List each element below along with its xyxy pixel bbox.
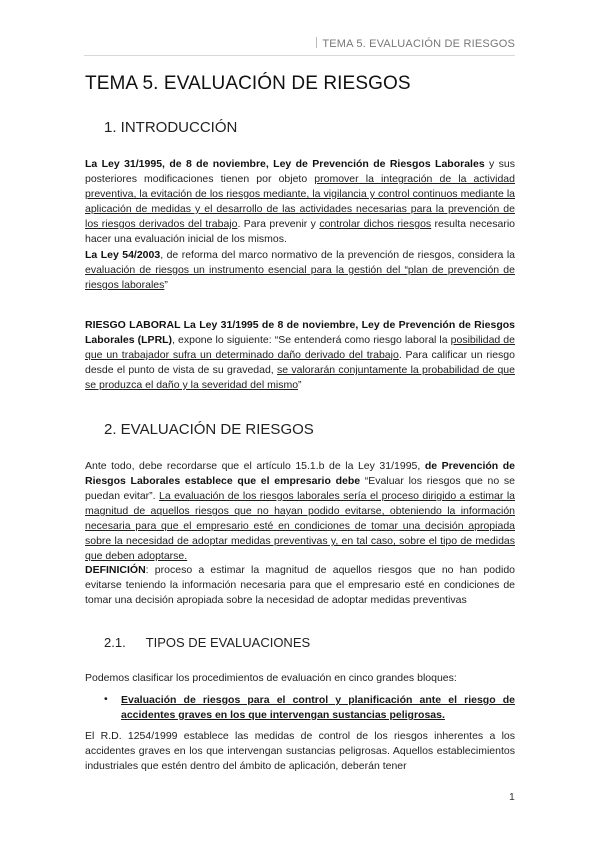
paragraph-underlined: se valorarán conjuntamente la probabilidad de que se produzca el daño y la severidad del mismo: [85, 364, 515, 391]
paragraph-underlined: evaluación de riesgos un instrumento esencial para la gestión del “plan de prevención de riesgos laborales: [85, 264, 515, 291]
paragraph-text: y sus posteriores modificaciones tienen por objeto: [85, 158, 515, 185]
paragraph-text: . Para calificar un riesgo desde el punto de vista de su gravedad,: [85, 349, 515, 376]
paragraph-bold: de Prevención de Riesgos Laborales establece que el empresario debe: [85, 460, 515, 487]
subsection-number: 2.1.: [104, 635, 126, 650]
subsection-heading-tipos: [104, 635, 310, 650]
paragraph-definicion: [85, 563, 515, 608]
header-rule: [84, 55, 515, 56]
header-separator: [316, 37, 317, 48]
section-heading-evaluacion: 2. EVALUACIÓN DE RIESGOS: [104, 421, 314, 438]
subsection-title: TIPOS DE EVALUACIONES: [145, 635, 311, 650]
paragraph-text: “Evaluar los riesgos que no se puedan evitar”.: [85, 475, 515, 502]
paragraph-articulo-15: [85, 459, 515, 564]
paragraph-underlined: promover la integración de la actividad preventiva, la evitación de los riesgos mediante, la vigilancia y control continuos mediante la aplicación de medidas y el desarrollo de las actividades necesarias para la prevención de los riesgos derivados del trabajo: [85, 173, 515, 230]
section-heading-introduccion: 1. INTRODUCCIÓN: [104, 119, 238, 136]
paragraph-ley-31-1995: [85, 157, 515, 247]
paragraph-text: resulta necesario hacer una evaluación inicial de los mismos.: [85, 218, 515, 245]
paragraph-underlined: La evaluación de los riesgos laborales sería el proceso dirigido a estimar la magnitud de aquellos riesgos que no hayan podido evitarse, obteniendo la información necesaria para que el empresario esté en condiciones de tomar una decisión apropiada sobre la necesidad de adoptar medidas preventivas y, en tal caso, sobre el tipo de medidas que deben adoptarse.: [85, 490, 515, 562]
paragraph-underlined: posibilidad de que un trabajador sufra un determinado daño derivado del trabajo: [85, 334, 515, 361]
paragraph-text: ”: [298, 379, 302, 391]
bullet-item-accidentes-graves: Evaluación de riesgos para el control y planificación ante el riesgo de accidentes graves en los que intervengan sustancias peligrosas.: [121, 694, 515, 721]
paragraph-riesgo-laboral: [85, 318, 515, 393]
paragraph-text: : proceso a estimar la magnitud de aquellos riesgos que no han podido evitarse teniendo la información necesaria para que el empresario esté en condiciones de tomar una decisión apropiada sobre la necesidad de adoptar medidas preventivas: [85, 564, 515, 606]
paragraph-clasificar: Podemos clasificar los procedimientos de evaluación en cinco grandes bloques:: [85, 672, 457, 684]
paragraph-underlined: controlar dichos riesgos: [319, 218, 432, 230]
paragraph-text: Ante todo, debe recordarse que el artículo 15.1.b de la Ley 31/1995,: [85, 460, 425, 472]
paragraph-text: , expone lo siguiente: “Se entenderá como riesgo laboral la: [172, 334, 451, 346]
paragraph-bold: RIESGO LABORAL La Ley 31/1995 de 8 de noviembre, Ley de Prevención de Riesgos Laborales (LPRL): [85, 319, 515, 346]
page-number: 1: [509, 791, 515, 803]
bullet-marker: •: [104, 693, 108, 705]
paragraph-bold: La Ley 31/1995, de 8 de noviembre, Ley de Prevención de Riesgos Laborales: [85, 158, 485, 170]
page-title: TEMA 5. EVALUACIÓN DE RIESGOS: [85, 73, 411, 94]
paragraph-text: . Para prevenir y: [237, 218, 320, 230]
paragraph-rd-1254-1999: El R.D. 1254/1999 establece las medidas de control de los riesgos inherentes a los accidentes graves en los que intervengan sustancias peligrosas. Aquellos establecimientos industriales que estén dentro del ámbito de aplicación, deberán tener: [85, 730, 515, 772]
paragraph-text: ”: [164, 279, 168, 291]
paragraph-bold: DEFINICIÓN: [85, 564, 146, 576]
paragraph-ley-54-2003: [85, 248, 515, 293]
running-header-title: TEMA 5. EVALUACIÓN DE RIESGOS: [322, 38, 515, 50]
paragraph-bold: La Ley 54/2003: [85, 249, 161, 261]
paragraph-text: , de reforma del marco normativo de la prevención de riesgos, considera la: [160, 249, 515, 261]
running-header: [316, 37, 515, 50]
